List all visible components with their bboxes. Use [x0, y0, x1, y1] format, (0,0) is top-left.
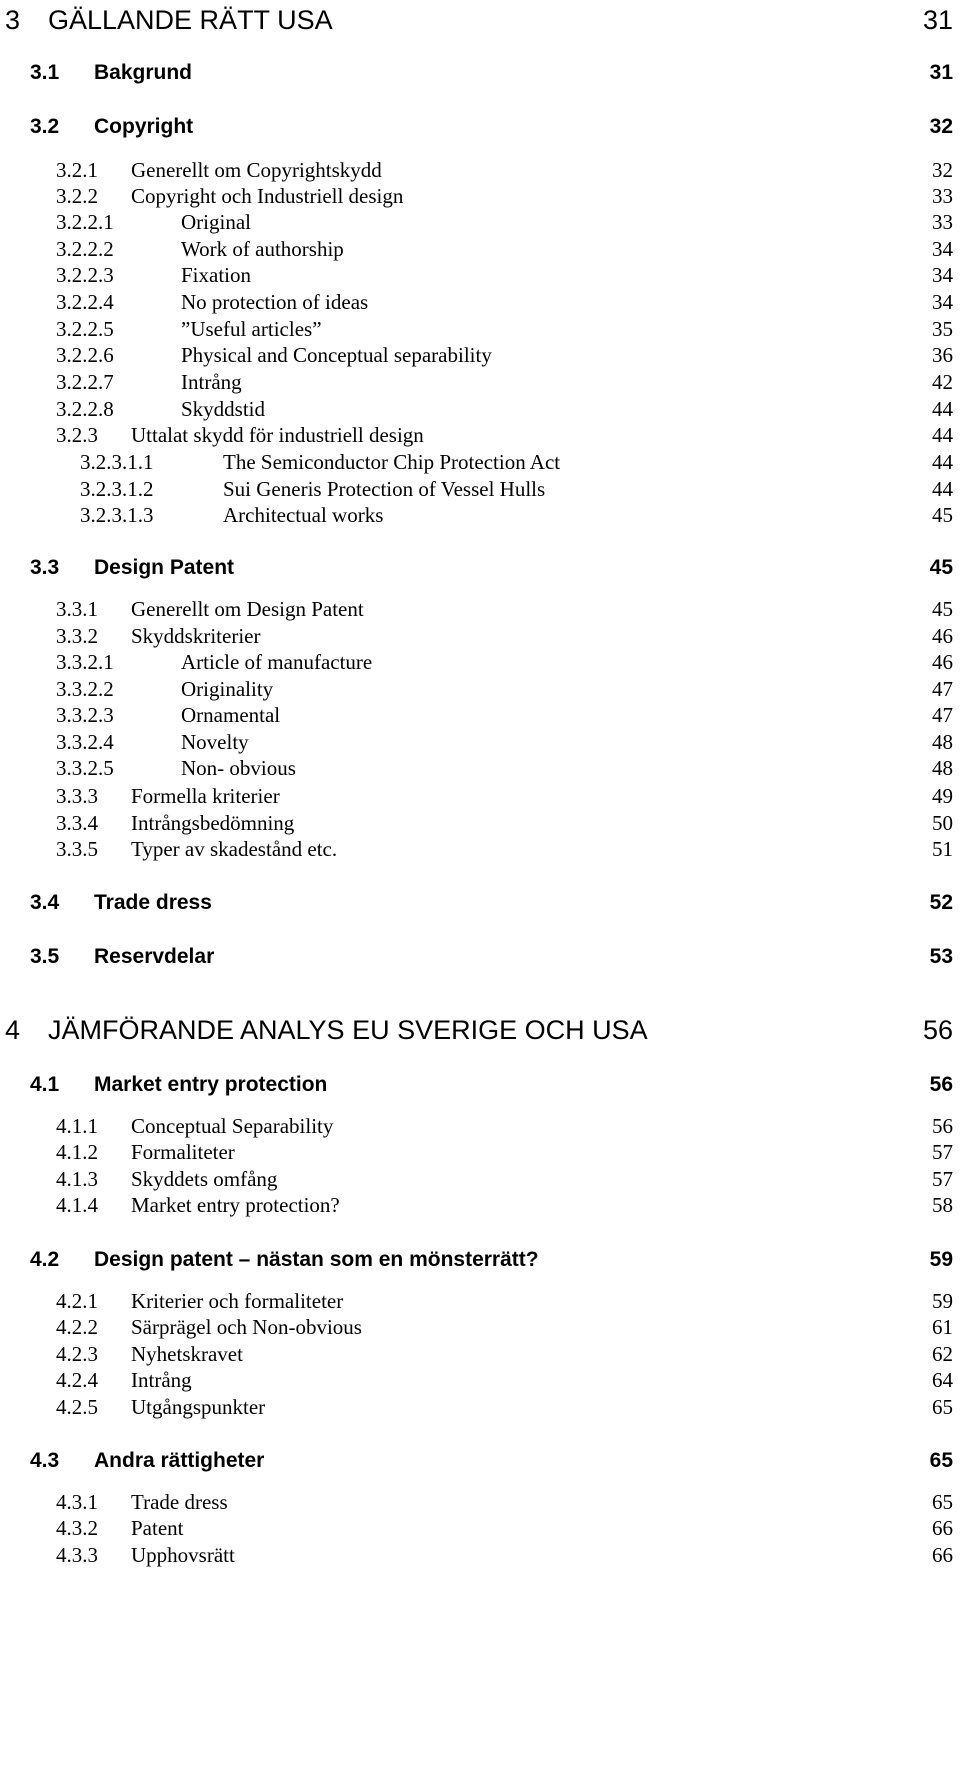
toc-entry[interactable]	[0, 942, 960, 972]
toc-entry-title: Original	[181, 210, 251, 234]
toc-entry-number: 3.2.2.5	[56, 317, 114, 341]
toc-entry[interactable]	[0, 888, 960, 918]
toc-entry[interactable]	[0, 753, 960, 783]
toc-entry-page: 48	[932, 756, 953, 780]
toc-entry-page: 34	[932, 290, 953, 314]
toc-entry-number: 3.3.1	[56, 597, 98, 621]
toc-entry-page: 59	[929, 1248, 953, 1271]
toc-entry-title: The Semiconductor Chip Protection Act	[223, 450, 561, 474]
toc-entry[interactable]	[0, 1365, 960, 1395]
toc-entry-title: Uttalat skydd för industriell design	[131, 423, 424, 447]
toc-entry-title: Copyright	[94, 115, 194, 138]
toc-entry[interactable]	[0, 58, 960, 88]
toc-entry-title: Formella kriterier	[131, 784, 280, 808]
toc-entry-title: Trade dress	[131, 1490, 228, 1514]
toc-entry-title: Andra rättigheter	[94, 1449, 265, 1472]
toc-entry[interactable]	[0, 1245, 960, 1275]
toc-entry-title: Typer av skadestånd etc.	[131, 837, 338, 861]
toc-entry[interactable]	[0, 287, 960, 317]
toc-entry-number: 3.3.2.1	[56, 650, 114, 674]
toc-entry-number: 4.2.3	[56, 1342, 98, 1366]
toc-entry-page: 31	[929, 61, 953, 84]
toc-entry-number: 3.2.3.1.1	[80, 450, 154, 474]
toc-entry-number: 3.2.3.1.3	[80, 503, 154, 527]
toc-entry[interactable]	[0, 1137, 960, 1167]
toc-entry[interactable]	[0, 1070, 960, 1100]
toc-entry[interactable]	[0, 340, 960, 370]
toc-entry-number: 3.2.3	[56, 423, 98, 447]
toc-entry-page: 44	[932, 450, 953, 474]
toc-entry-title: GÄLLANDE RÄTT USA	[48, 5, 333, 35]
toc-entry-page: 59	[932, 1289, 953, 1313]
toc-entry-title: No protection of ideas	[181, 290, 369, 314]
toc-entry-page: 33	[932, 184, 953, 208]
toc-entry-number: 3.2.2.2	[56, 237, 114, 261]
toc-entry-page: 36	[932, 343, 953, 367]
toc-entry-title: Design Patent	[94, 556, 235, 579]
toc-entry-title: Novelty	[181, 730, 249, 754]
toc-entry-page: 33	[932, 210, 953, 234]
toc-entry-page: 44	[932, 397, 953, 421]
toc-entry-page: 46	[932, 650, 953, 674]
toc-entry-page: 45	[932, 597, 953, 621]
toc-entry-number: 3.3.4	[56, 811, 98, 835]
toc-entry[interactable]	[0, 1012, 960, 1048]
toc-entry-number: 3.2.2.1	[56, 210, 114, 234]
toc-entry-page: 58	[932, 1193, 953, 1217]
toc-entry-page: 45	[932, 503, 953, 527]
toc-entry-title: Generellt om Design Patent	[131, 597, 364, 621]
toc-entry-title: Market entry protection?	[131, 1193, 340, 1217]
toc-entry[interactable]	[0, 1513, 960, 1543]
toc-entry-title: Intrångsbedömning	[131, 811, 295, 835]
toc-entry-number: 4.2.1	[56, 1289, 98, 1313]
toc-entry-title: Bakgrund	[94, 61, 193, 84]
toc-entry-number: 4.2.5	[56, 1395, 98, 1419]
toc-entry-page: 34	[932, 263, 953, 287]
toc-entry-title: Originality	[181, 677, 274, 701]
toc-entry-title: Generellt om Copyrightskydd	[131, 158, 382, 182]
toc-entry-title: Formaliteter	[131, 1140, 235, 1164]
toc-entry[interactable]	[0, 834, 960, 864]
toc-entry-number: 3.3	[30, 556, 60, 579]
toc-entry-page: 66	[932, 1516, 953, 1540]
toc-entry-page: 49	[932, 784, 953, 808]
toc-entry-number: 3.3.3	[56, 784, 98, 808]
toc-entry-number: 3	[5, 5, 21, 35]
toc-entry[interactable]	[0, 447, 960, 477]
toc-entry-page: 51	[932, 837, 953, 861]
toc-entry-page: 32	[932, 158, 953, 182]
toc-entry[interactable]	[0, 1540, 960, 1570]
toc-entry-page: 65	[932, 1490, 953, 1514]
toc-entry-number: 3.3.2.5	[56, 756, 114, 780]
toc-entry-page: 32	[929, 115, 953, 138]
toc-entry-number: 4.1.4	[56, 1193, 98, 1217]
toc-entry[interactable]	[0, 260, 960, 290]
toc-entry-page: 65	[929, 1449, 953, 1472]
toc-entry-page: 47	[932, 703, 953, 727]
toc-entry-page: 64	[932, 1368, 953, 1392]
toc-entry-title: Work of authorship	[181, 237, 344, 261]
toc-entry-page: 44	[932, 423, 953, 447]
toc-entry-page: 57	[932, 1167, 953, 1191]
toc-entry-title: Physical and Conceptual separability	[181, 343, 492, 367]
toc-entry[interactable]	[0, 1446, 960, 1476]
toc-entry-page: 44	[932, 477, 953, 501]
toc-entry-number: 3.3.2.4	[56, 730, 114, 754]
toc-entry-title: Fixation	[181, 263, 252, 287]
toc-entry[interactable]	[0, 1190, 960, 1220]
toc-entry-title: Kriterier och formaliteter	[131, 1289, 344, 1313]
toc-entry-number: 4.1.1	[56, 1114, 98, 1138]
toc-entry-page: 45	[929, 556, 953, 579]
toc-entry-page: 56	[929, 1073, 953, 1096]
toc-entry-number: 3.3.2	[56, 624, 98, 648]
toc-entry-page: 31	[922, 5, 953, 35]
toc-entry-title: Särprägel och Non-obvious	[131, 1315, 362, 1339]
toc-entry-number: 3.4	[30, 891, 60, 914]
toc-entry-number: 3.2.2	[56, 184, 98, 208]
toc-entry[interactable]	[0, 1392, 960, 1422]
toc-entry-page: 48	[932, 730, 953, 754]
toc-entry-page: 62	[932, 1342, 953, 1366]
toc-entry-title: Trade dress	[94, 891, 212, 914]
toc-entry-title: Skyddskriterier	[131, 624, 261, 648]
toc-entry-title: Patent	[131, 1516, 184, 1540]
toc-entry-number: 3.3.2.3	[56, 703, 114, 727]
toc-entry-title: ”Useful articles”	[181, 317, 322, 341]
toc-entry-number: 4.1	[30, 1073, 60, 1096]
toc-entry-number: 3.3.5	[56, 837, 98, 861]
toc-entry-number: 4.1.3	[56, 1167, 98, 1191]
toc-entry-title: Intrång	[131, 1368, 192, 1392]
toc-entry-number: 3.2.2.3	[56, 263, 114, 287]
toc-entry-page: 34	[932, 237, 953, 261]
toc-entry-page: 53	[929, 945, 953, 968]
toc-entry-number: 3.2.2.4	[56, 290, 114, 314]
toc-entry-number: 3.2.2.6	[56, 343, 114, 367]
toc-entry-number: 3.5	[30, 945, 60, 968]
toc-entry-page: 46	[932, 624, 953, 648]
toc-entry[interactable]	[0, 207, 960, 237]
toc-entry-page: 56	[922, 1015, 953, 1045]
toc-entry-title: Copyright och Industriell design	[131, 184, 404, 208]
toc-entry-title: Design patent – nästan som en mönsterrätt?	[94, 1248, 539, 1271]
toc-entry-page: 66	[932, 1543, 953, 1567]
toc-entry[interactable]	[0, 1312, 960, 1342]
toc-entry-title: Intrång	[181, 370, 242, 394]
toc-entry-title: Nyhetskravet	[131, 1342, 243, 1366]
toc-entry[interactable]	[0, 420, 960, 450]
toc-entry[interactable]	[0, 647, 960, 677]
toc-entry-number: 4.1.2	[56, 1140, 98, 1164]
toc-entry-title: Upphovsrätt	[131, 1543, 235, 1567]
toc-entry-number: 4.2	[30, 1248, 60, 1271]
toc-entry-page: 42	[932, 370, 953, 394]
toc-entry-title: Skyddstid	[181, 397, 266, 421]
toc-entry-number: 3.2.2.8	[56, 397, 114, 421]
toc-entry-title: Architectual works	[223, 503, 384, 527]
toc-entry-title: Utgångspunkter	[131, 1395, 266, 1419]
toc-entry[interactable]	[0, 500, 960, 530]
toc-entry-title: Reservdelar	[94, 945, 215, 968]
toc-entry-title: Sui Generis Protection of Vessel Hulls	[223, 477, 546, 501]
toc-entry-page: 57	[932, 1140, 953, 1164]
toc-entry-page: 52	[929, 891, 953, 914]
toc-entry[interactable]	[0, 700, 960, 730]
toc-entry-title: Non- obvious	[181, 756, 296, 780]
toc-entry[interactable]	[0, 2, 960, 38]
toc-entry[interactable]	[0, 367, 960, 397]
toc-entry-title: Skyddets omfång	[131, 1167, 278, 1191]
toc-entry-title: Ornamental	[181, 703, 281, 727]
toc-entry-number: 3.3.2.2	[56, 677, 114, 701]
toc-entry-title: Conceptual Separability	[131, 1114, 334, 1138]
toc-entry-number: 3.2.1	[56, 158, 98, 182]
toc-entry-number: 3.2	[30, 115, 60, 138]
toc-entry-page: 50	[932, 811, 953, 835]
toc-entry-number: 4.2.2	[56, 1315, 98, 1339]
toc-entry[interactable]	[0, 594, 960, 624]
toc-entry-title: Article of manufacture	[181, 650, 373, 674]
toc-entry-number: 4.2.4	[56, 1368, 98, 1392]
toc-entry-number: 4.3.2	[56, 1516, 98, 1540]
toc-entry-number: 3.1	[30, 61, 60, 84]
toc-entry-number: 4.3.3	[56, 1543, 98, 1567]
toc-entry-number: 4	[5, 1015, 21, 1045]
toc-entry-number: 4.3.1	[56, 1490, 98, 1514]
toc-entry-number: 4.3	[30, 1449, 60, 1472]
toc-entry-page: 56	[932, 1114, 953, 1138]
toc-entry[interactable]	[0, 112, 960, 142]
toc-entry[interactable]	[0, 553, 960, 583]
toc-entry-page: 65	[932, 1395, 953, 1419]
toc-entry-page: 47	[932, 677, 953, 701]
toc-entry-page: 61	[932, 1315, 953, 1339]
toc-entry-page: 35	[932, 317, 953, 341]
toc-entry-number: 3.2.2.7	[56, 370, 114, 394]
toc-entry-title: JÄMFÖRANDE ANALYS EU SVERIGE OCH USA	[48, 1015, 648, 1045]
toc-entry-title: Market entry protection	[94, 1073, 328, 1096]
toc-entry[interactable]	[0, 781, 960, 811]
toc-entry-number: 3.2.3.1.2	[80, 477, 154, 501]
